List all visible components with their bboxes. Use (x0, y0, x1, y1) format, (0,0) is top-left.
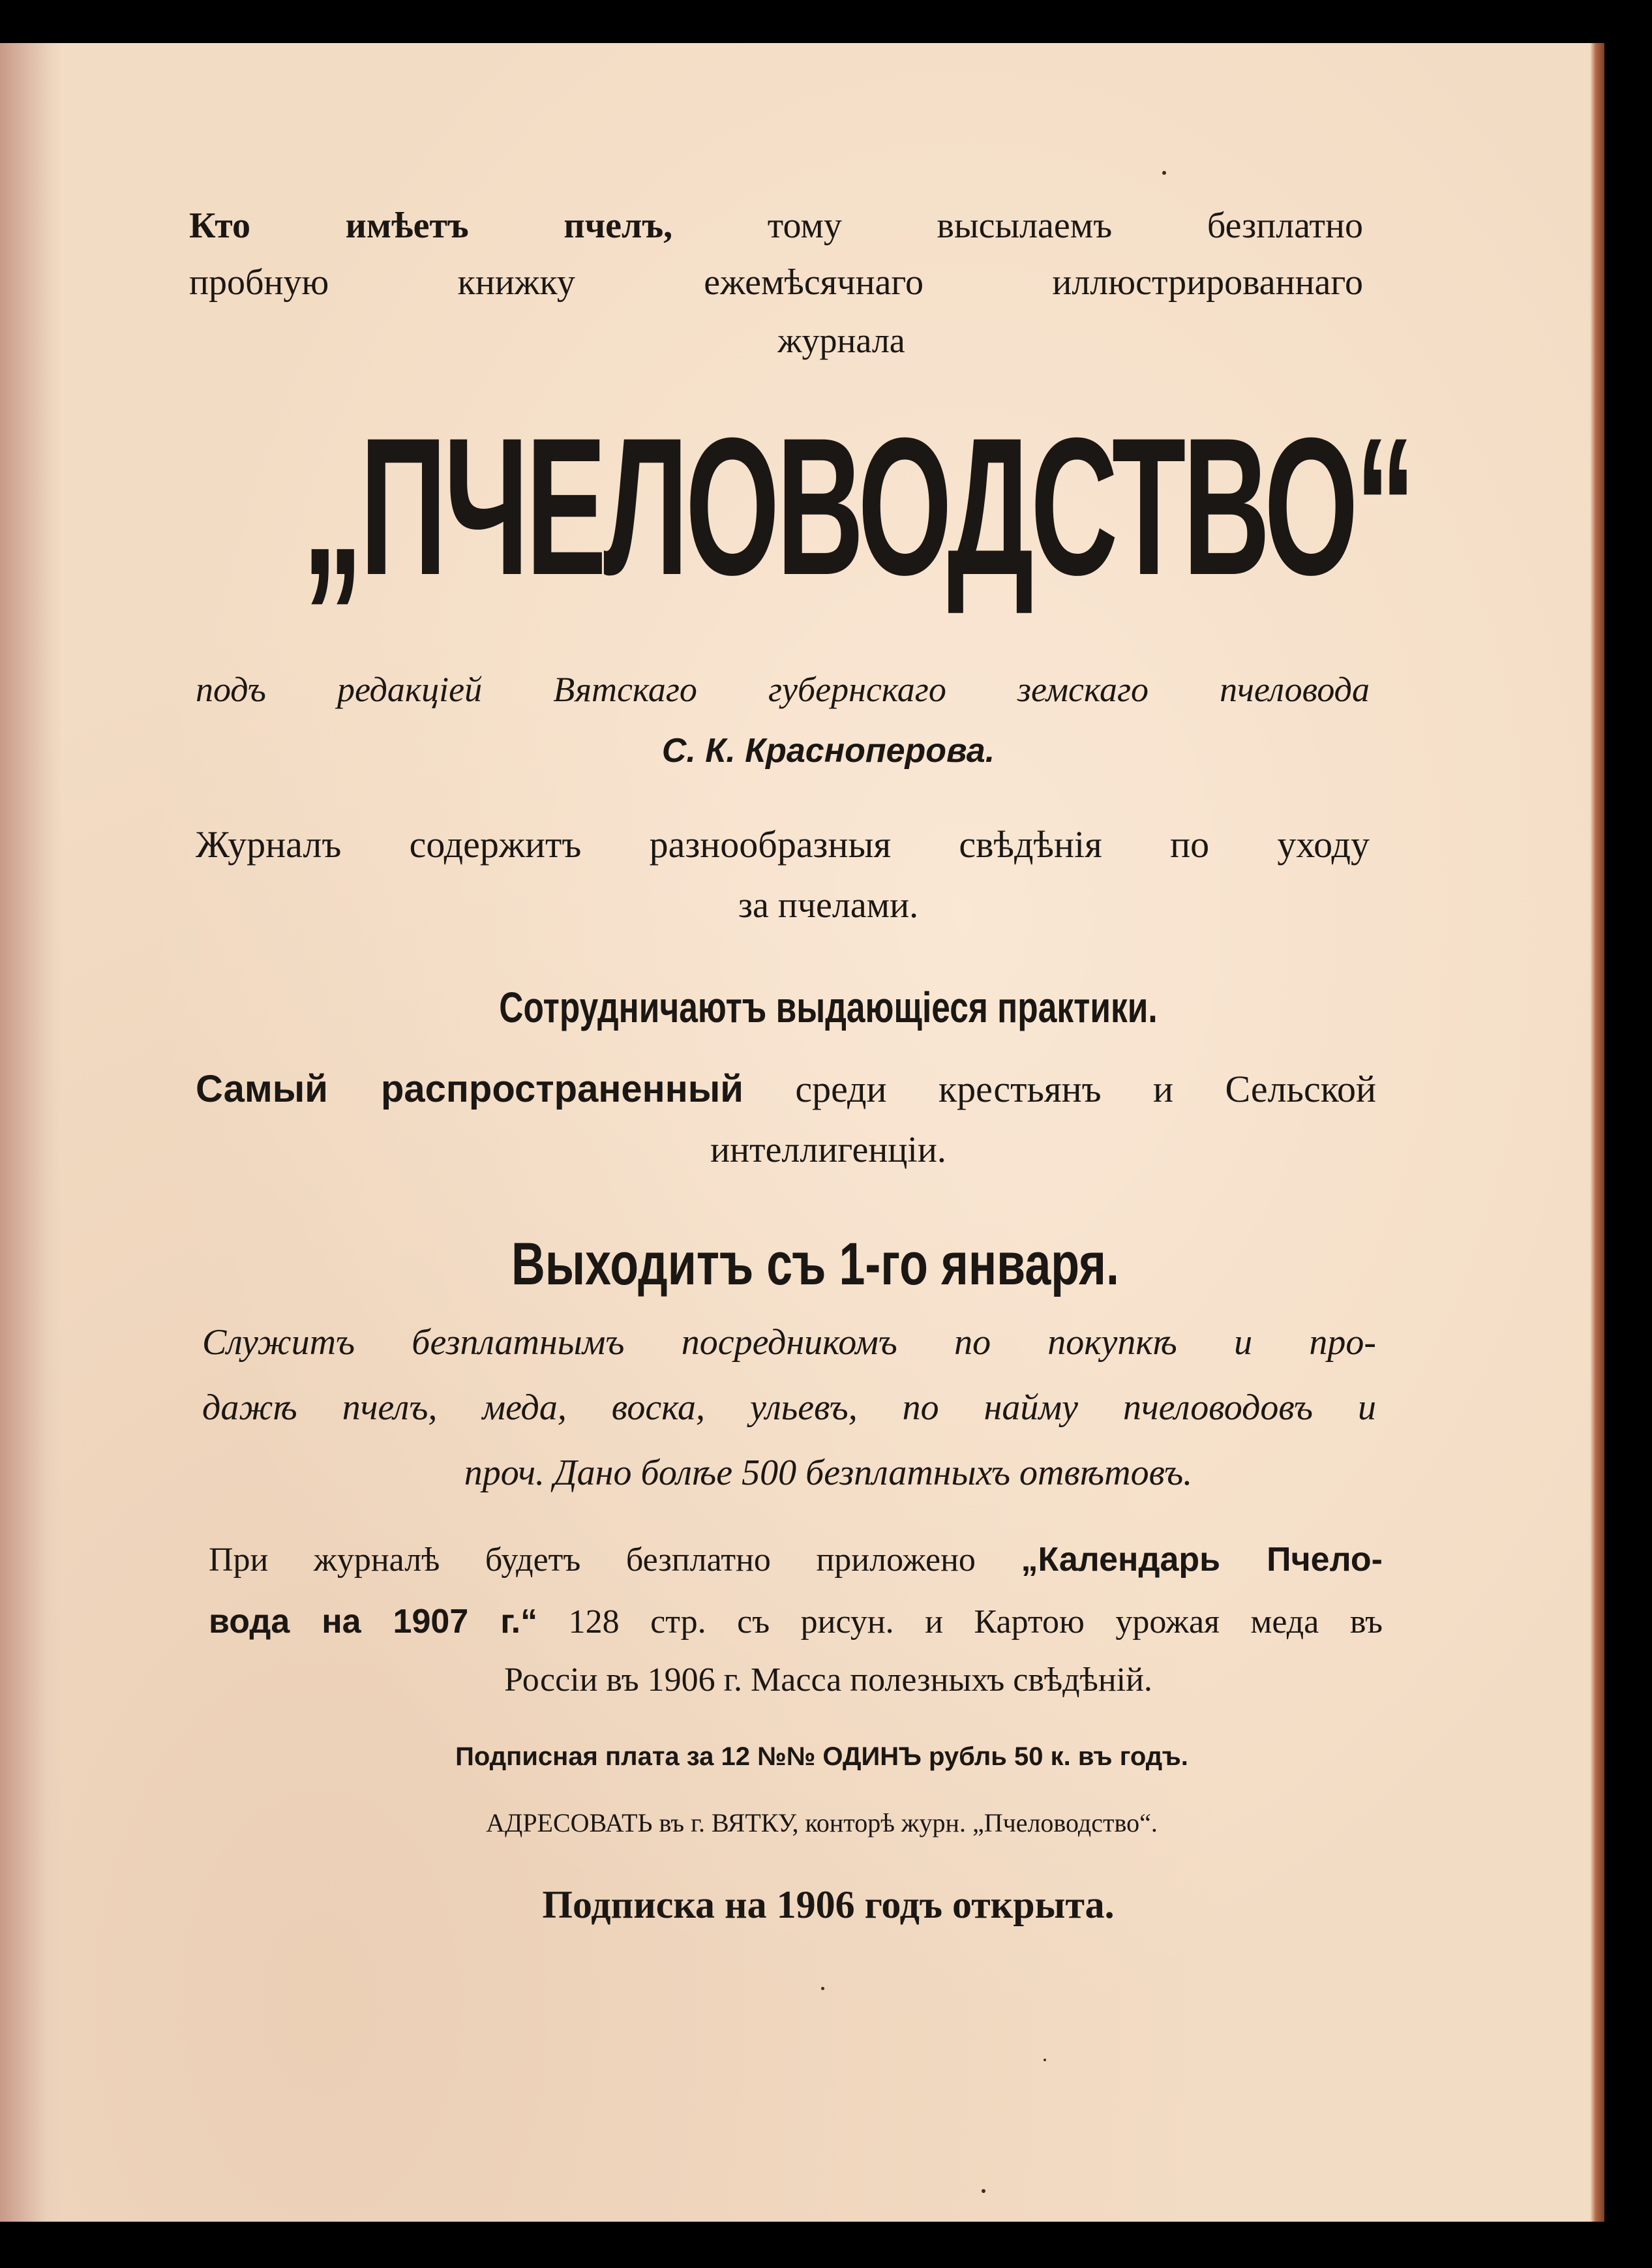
paper-speck (821, 1987, 824, 1990)
price-line: Подписная плата за 12 №№ ОДИНЪ рубль 50 к. въ годъ. (455, 1742, 1188, 1771)
service-line-3: проч. Дано болѣе 500 безплатныхъ отвѣтовъ. (464, 1453, 1193, 1493)
intro-line-3: журнала (777, 321, 905, 360)
paper-speck (982, 2189, 985, 2193)
intro-lead: Кто имѣетъ пчелъ, (189, 205, 673, 246)
journal-title: „ПЧЕЛОВОДСТВО“ (302, 397, 1413, 616)
popular-rest: среди крестьянъ и Сельской (795, 1068, 1376, 1110)
paper-speck (1162, 171, 1166, 175)
intro-line-1 (189, 205, 1363, 247)
content-line-2: за пчелами. (738, 885, 919, 926)
paper-speck (1044, 2059, 1046, 2061)
editor-line-1: подъ редакціей Вятскаго губернскаго земскаго пчеловода (196, 670, 1370, 709)
service-line-1: Служитъ безплатнымъ посредникомъ по покупкѣ и про- (202, 1322, 1376, 1363)
supplement-line-3: Россіи въ 1906 г. Масса полезныхъ свѣдѣній. (504, 1661, 1152, 1699)
issue-date-line: Выходитъ съ 1-го января. (511, 1231, 1119, 1297)
supplement-details: 128 стр. съ рисун. и Картою урожая меда въ (568, 1603, 1383, 1641)
intro-rest: тому высылаемъ безплатно (767, 205, 1363, 246)
calendar-title: „Календарь Пчело- (1021, 1541, 1383, 1579)
contributors-line: Сотрудничаютъ выдающіеся практики. (499, 983, 1158, 1031)
supplement-line-2 (209, 1602, 1383, 1641)
popular-lead: Самый распространенный (196, 1068, 743, 1110)
address-line: АДРЕСОВАТЬ въ г. ВЯТКУ, конторѣ журн. „Пчеловодство“. (486, 1808, 1158, 1837)
supplement-line-1 (209, 1540, 1383, 1579)
popular-line-1 (196, 1067, 1376, 1111)
calendar-title-cont: вода на 1907 г.“ (209, 1603, 538, 1641)
service-line-2: дажѣ пчелъ, меда, воска, ульевъ, по найму пчеловодовъ и (202, 1387, 1376, 1428)
supplement-intro: При журналѣ будетъ безплатно приложено (209, 1541, 976, 1579)
editor-name: С. К. Краснoперова. (661, 732, 995, 770)
scanned-page (0, 43, 1604, 2222)
popular-line-2: интеллигенціи. (710, 1130, 946, 1170)
intro-line-2: пробную книжку ежемѣсячнаго иллюстрированнаго (189, 262, 1363, 303)
content-line-1: Журналъ содержитъ разнообразныя свѣдѣнія по уходу (196, 823, 1370, 866)
subscription-open-line: Подписка на 1906 годъ открыта. (542, 1883, 1115, 1926)
